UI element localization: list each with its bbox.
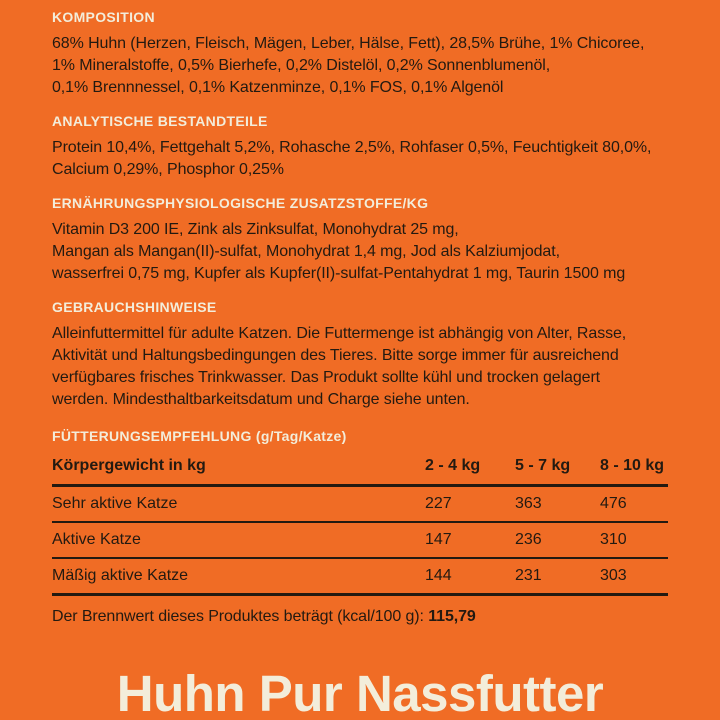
feeding-table xyxy=(52,452,668,596)
table-row xyxy=(52,487,668,523)
body-line: Protein 10,4%, Fettgehalt 5,2%, Rohasche 2,5%, Rohfaser 0,5%, Feuchtigkeit 80,0%, xyxy=(52,139,652,156)
body-line: Calcium 0,29%, Phosphor 0,25% xyxy=(52,161,284,178)
body-line: werden. Mindesthaltbarkeitsdatum und Charge siehe unten. xyxy=(52,391,470,408)
section-komposition xyxy=(52,9,668,99)
row-value: 476 xyxy=(600,495,627,512)
row-value: 363 xyxy=(515,495,542,512)
row-value: 231 xyxy=(515,567,542,584)
section-title: ERNÄHRUNGSPHYSIOLOGISCHE ZUSATZSTOFFE/KG xyxy=(52,195,429,211)
body-line: 68% Huhn (Herzen, Fleisch, Mägen, Leber, Hälse, Fett), 28,5% Brühe, 1% Chicoree, xyxy=(52,35,645,52)
body-line: Aktivität und Haltungsbedingungen des Tieres. Bitte sorge immer für ausreichend xyxy=(52,347,619,364)
section-gebrauchshinweise xyxy=(52,299,668,411)
body-line: Alleinfuttermittel für adulte Katzen. Die Futtermenge ist abhängig von Alter, Rasse, xyxy=(52,325,627,342)
table-header-weight: Körpergewicht in kg xyxy=(52,457,206,474)
table-header-col: 5 - 7 kg xyxy=(515,457,571,474)
section-title: KOMPOSITION xyxy=(52,9,155,25)
row-label: Mäßig aktive Katze xyxy=(52,567,189,584)
energy-note xyxy=(52,608,668,626)
row-value: 310 xyxy=(600,531,627,548)
feeding-title: FÜTTERUNGSEMPFEHLUNG (g/Tag/Katze) xyxy=(52,428,347,444)
table-header-col: 2 - 4 kg xyxy=(425,457,481,474)
table-row xyxy=(52,523,668,559)
body-line: Mangan als Mangan(II)-sulfat, Monohydrat 1,4 mg, Jod als Kalziumjodat, xyxy=(52,243,560,260)
body-line: 1% Mineralstoffe, 0,5% Bierhefe, 0,2% Distelöl, 0,2% Sonnenblumenöl, xyxy=(52,57,551,74)
table-header-row xyxy=(52,452,668,487)
row-label: Aktive Katze xyxy=(52,531,141,548)
section-title: ANALYTISCHE BESTANDTEILE xyxy=(52,113,268,129)
energy-value: 115,79 xyxy=(428,608,476,625)
row-value: 227 xyxy=(425,495,452,512)
section-title: GEBRAUCHSHINWEISE xyxy=(52,299,217,315)
body-line: wasserfrei 0,75 mg, Kupfer als Kupfer(II)-sulfat-Pentahydrat 1 mg, Taurin 1500 mg xyxy=(52,265,626,282)
body-line: 0,1% Brennnessel, 0,1% Katzenminze, 0,1% FOS, 0,1% Algenöl xyxy=(52,79,504,96)
body-line: Vitamin D3 200 IE, Zink als Zinksulfat, Monohydrat 25 mg, xyxy=(52,221,459,238)
product-title: Huhn Pur Nassfutter xyxy=(116,665,604,720)
table-header-col: 8 - 10 kg xyxy=(600,457,665,474)
section-analytische-bestandteile xyxy=(52,113,668,181)
row-value: 144 xyxy=(425,567,452,584)
row-value: 236 xyxy=(515,531,542,548)
energy-label: Der Brennwert dieses Produktes beträgt (kcal/100 g): xyxy=(52,608,424,625)
row-label: Sehr aktive Katze xyxy=(52,495,178,512)
section-zusatzstoffe xyxy=(52,195,668,285)
body-line: verfügbares frisches Trinkwasser. Das Produkt sollte kühl und trocken gelagert xyxy=(52,369,601,386)
table-row xyxy=(52,559,668,596)
feeding-recommendation xyxy=(52,428,668,626)
row-value: 147 xyxy=(425,531,452,548)
row-value: 303 xyxy=(600,567,627,584)
